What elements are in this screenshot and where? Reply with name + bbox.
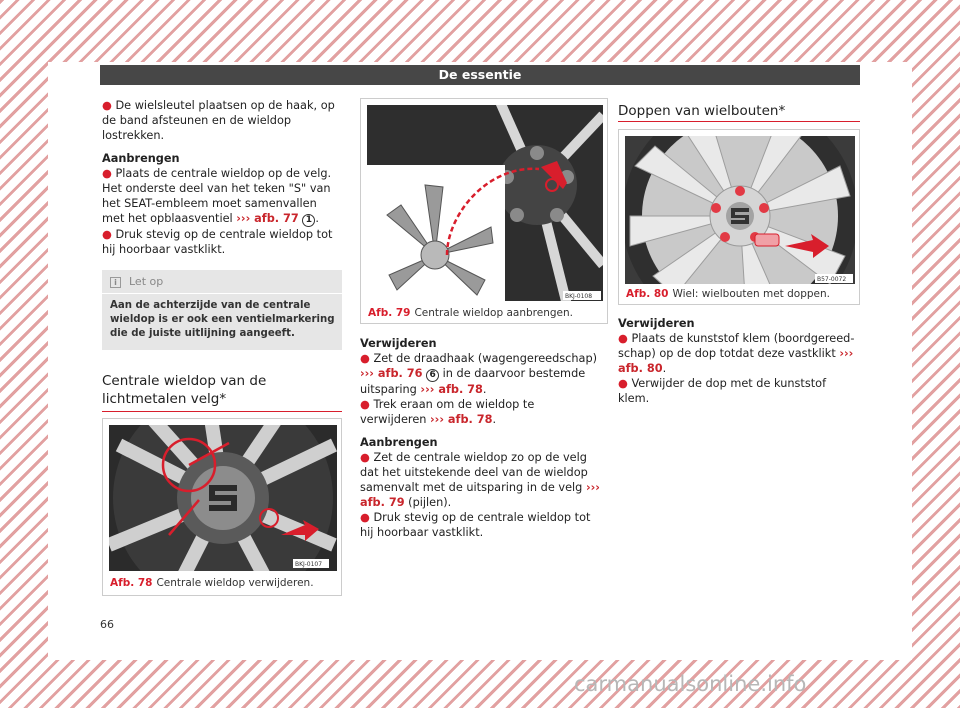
page-number: 66 (100, 618, 114, 631)
figure-caption: Afb. 78 Centrale wieldop verwijderen. (110, 577, 314, 589)
paragraph: ● Druk stevig op de centrale wieldop tot hij hoorbaar vastklikt. (360, 511, 591, 539)
section-title: Doppen van wielbouten* (618, 102, 860, 122)
wheel-cap-removal-image (109, 425, 337, 571)
bullet-icon: ● (618, 332, 628, 345)
section-label: Verwijderen (618, 317, 695, 330)
bullet-icon: ● (102, 167, 112, 180)
bullet-icon: ● (102, 99, 112, 112)
callout-number: 6 (426, 369, 439, 382)
section-label: Aanbrengen (102, 152, 180, 165)
figure-link[interactable]: ››› afb. 76 (360, 367, 423, 380)
figure-link[interactable]: ››› afb. 79 (360, 481, 600, 509)
section-label: Verwijderen (360, 337, 437, 350)
bullet-icon: ● (360, 451, 370, 464)
paragraph: ● De wielsleutel plaatsen op de haak, op de band afsteunen en de wieldop lostrekken. (102, 99, 335, 142)
wheel-bolt-caps-image (625, 136, 855, 284)
column-left (102, 98, 342, 257)
column-right (618, 316, 858, 406)
figure-caption: Afb. 79 Centrale wieldop aanbrengen. (368, 307, 573, 319)
figure-link[interactable]: ››› afb. 80 (618, 347, 854, 375)
note-label: Let op (129, 275, 164, 288)
paragraph: ● Zet de centrale wieldop zo op de velg dat het uitstekende deel van de wieldop samenvalt met de uitsparing in de velg ››› afb. 79 (pijlen). (360, 451, 600, 509)
figure-80 (618, 129, 860, 305)
figure-code: BKJ-0107 (295, 561, 323, 568)
note-text: Aan de achterzijde van de centrale wieldop is er ook een ventielmarkering die de juiste uitlijning aangeeft. (110, 300, 335, 339)
paragraph: ● Trek eraan om de wieldop te verwijderen ››› afb. 78. (360, 398, 535, 426)
figure-code: BKJ-0108 (565, 293, 593, 300)
paragraph: ● Plaats de centrale wieldop op de velg. Het onderste deel van het teken "S" van het SEAT-embleem moet samenvallen met het opblaasventiel ››› afb. 77 1 . (102, 167, 332, 225)
watermark: carmanualsonline.info (574, 672, 807, 696)
callout-number: 1 (302, 214, 315, 227)
bullet-icon: ● (102, 228, 112, 241)
figure-link[interactable]: ››› afb. 78 (430, 413, 493, 426)
figure-78 (102, 418, 342, 596)
wheel-cap-fitting-image (367, 105, 603, 301)
note-box (102, 270, 342, 350)
bullet-icon: ● (360, 398, 370, 411)
paragraph: ● Zet de draadhaak (wagengereedschap) ››› afb. 76 6 in de daarvoor bestemde uitsparing ››› afb. 78. (360, 352, 598, 396)
section-title: Centrale wieldop van de lichtmetalen velg* (102, 372, 342, 412)
info-icon: i (110, 277, 121, 288)
figure-79 (360, 98, 608, 324)
figure-caption: Afb. 80 Wiel: wielbouten met doppen. (626, 288, 830, 300)
column-middle (360, 336, 600, 540)
paragraph: ● Verwijder de dop met de kunststof klem. (618, 377, 827, 405)
bullet-icon: ● (360, 352, 370, 365)
page-header: De essentie (100, 65, 860, 85)
figure-link[interactable]: ››› afb. 78 (420, 383, 483, 396)
bullet-icon: ● (618, 377, 628, 390)
section-label: Aanbrengen (360, 436, 438, 449)
paragraph: ● Plaats de kunststof klem (boordgereedschap) op de dop totdat deze vastklikt ››› afb. 80. (618, 332, 855, 375)
note-header (102, 270, 342, 294)
bullet-icon: ● (360, 511, 370, 524)
paragraph: ● Druk stevig op de centrale wieldop tot hij hoorbaar vastklikt. (102, 228, 333, 256)
figure-code: B57-0072 (817, 276, 847, 283)
figure-link[interactable]: ››› afb. 77 (236, 212, 299, 225)
